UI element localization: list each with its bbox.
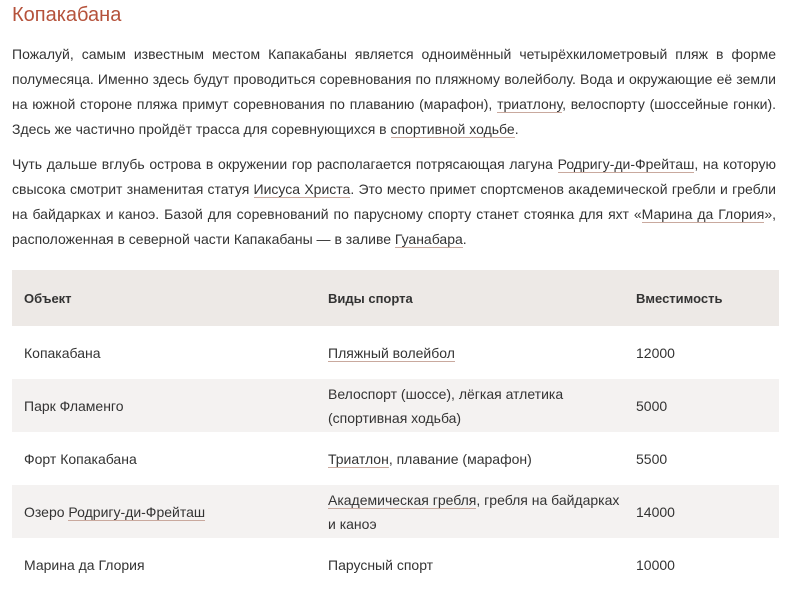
venue-name: Форт Копакабана — [24, 450, 137, 467]
paragraph-lagoon: Чуть дальше вглубь острова в окружении гор располагается потрясающая лагуна Родригу-ди-Фрейташ, на которую свысока смотрит знаменитая статуя Иисуса Христа. Это место примет спортсменов академической гребли и гребли на байдарках и каноэ. Базой для соревнований по парусному спорту станет стоянка для яхт «Марина да Глория», расположенная в северной части Капакабаны — в заливе Гуанабара. — [12, 156, 776, 247]
link-christ-statue[interactable]: Иисуса Христа — [253, 181, 351, 197]
venue-capacity: 12000 — [636, 344, 675, 361]
link-lake-rodrigo-de-freitas[interactable]: Родригу-ди-Фрейташ — [68, 503, 206, 520]
venue-sports — [316, 326, 624, 379]
venue-capacity: 5500 — [636, 450, 668, 467]
table-row — [12, 538, 779, 591]
venue-name: Марина да Глория — [24, 556, 145, 573]
venue-sports: Велоспорт (шоссе), лёгкая атлетика (спортивная ходьба) — [328, 385, 564, 426]
link-guanabara[interactable]: Гуанабара — [394, 231, 463, 247]
link-rowing[interactable]: Академическая гребля — [328, 491, 477, 508]
venue-capacity: 14000 — [636, 503, 675, 520]
venues-table — [12, 270, 779, 591]
table-row — [12, 432, 779, 485]
venue-sports: Академическая гребля, гребля на байдарках и каноэ — [328, 491, 620, 532]
link-rodrigo-de-freitas[interactable]: Родригу-ди-Фрейташ — [557, 156, 695, 172]
venue-capacity: 5000 — [636, 397, 668, 414]
venue-name: Озеро Родригу-ди-Фрейташ — [24, 503, 206, 520]
paragraph-beach: Пожалуй, самым известным местом Капакабаны является одноимённый четырёхкилометровый пляж в форме полумесяца. Именно здесь будут проводиться соревнования по пляжному волейболу. Вода и окружающие её земли на южной стороне пляжа примут соревнования по плаванию (марафон), триатлону, велоспорту (шоссейные гонки). Здесь же частично пройдёт трасса для соревнующихся в спортивной ходьбе. — [12, 46, 776, 137]
section-title: Копакабана — [12, 4, 122, 26]
header-sports: Виды спорта — [328, 290, 413, 306]
table-header-row — [12, 270, 779, 326]
link-triathlon-table[interactable]: Триатлон — [328, 450, 389, 467]
table-row — [12, 485, 779, 538]
venue-sports: Триатлон, плавание (марафон) — [328, 450, 532, 467]
link-beach-volleyball[interactable]: Пляжный волейбол — [328, 344, 455, 361]
table-row — [12, 379, 779, 432]
link-race-walking[interactable]: спортивной ходьбе — [390, 121, 515, 137]
header-capacity: Вместимость — [636, 290, 723, 306]
venue-name: Парк Фламенго — [24, 397, 124, 414]
venue-sports: Парусный спорт — [328, 556, 434, 573]
link-marina-da-gloria[interactable]: Марина да Глория — [641, 206, 765, 222]
link-triathlon[interactable]: триатлону — [497, 96, 563, 112]
venue-capacity: 10000 — [636, 556, 675, 573]
header-object: Объект — [24, 290, 72, 306]
table-row — [12, 326, 779, 379]
venue-name: Копакабана — [24, 344, 101, 361]
